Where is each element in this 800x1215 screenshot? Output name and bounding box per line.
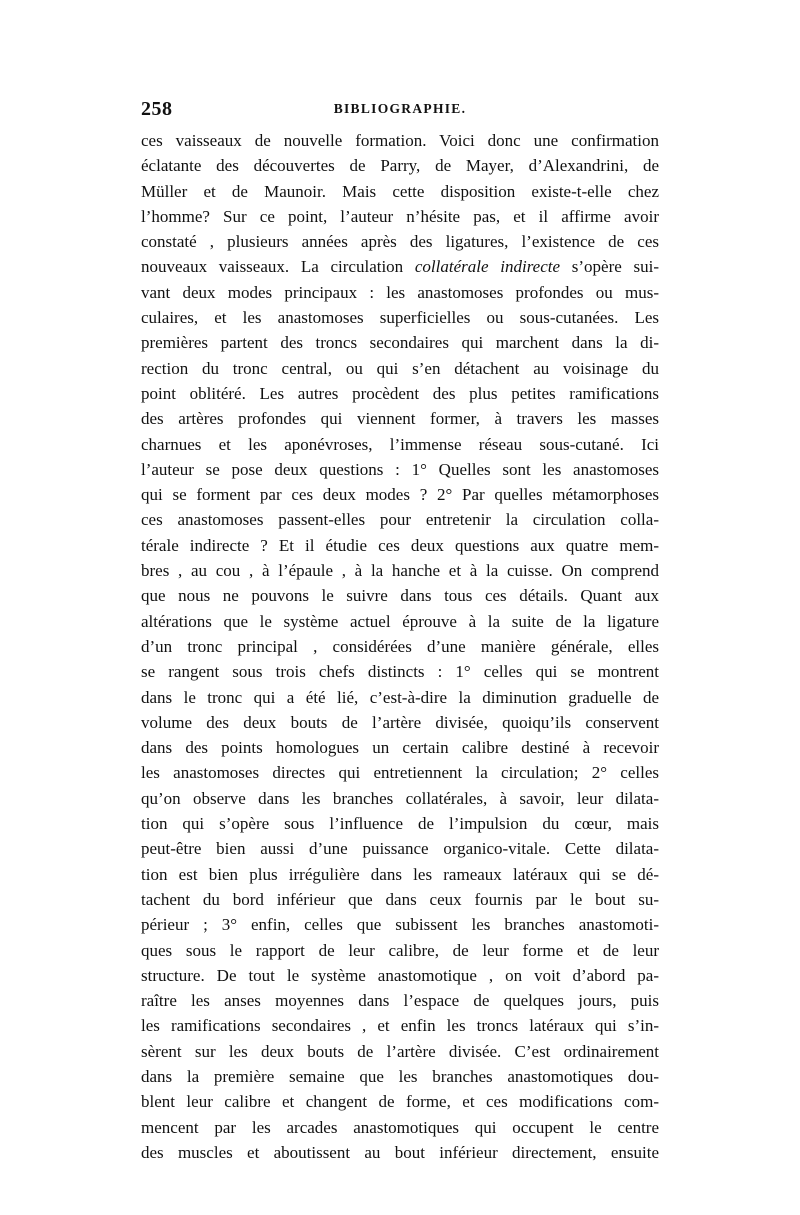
- text-line: térale indirecte ? Et il étudie ces deux questions aux quatre mem-: [141, 535, 659, 555]
- text-line: dans la première semaine que les branches anastomotiques dou-: [141, 1066, 659, 1086]
- text-line: culaires, et les anastomoses superficielles ou sous-cutanées. Les: [141, 308, 659, 328]
- text-line: que nous ne pouvons le suivre dans tous ces détails. Quant aux: [141, 586, 659, 606]
- text-line: raître les anses moyennes dans l’espace de quelques jours, puis: [141, 991, 659, 1011]
- text-line: éclatante des découvertes de Parry, de Mayer, d’Alexandrini, de: [141, 156, 659, 176]
- text-line: dans des points homologues un certain calibre destiné à recevoir: [141, 738, 659, 758]
- text-line: altérations que le système actuel éprouve à la suite de la ligature: [141, 611, 659, 631]
- text-line: charnues et les aponévroses, l’immense réseau sous-cutané. Ici: [141, 434, 659, 454]
- text-line: constaté , plusieurs années après des ligatures, l’existence de ces: [141, 232, 659, 252]
- text-line: d’un tronc principal , considérées d’une manière générale, elles: [141, 636, 659, 656]
- text-line: ques sous le rapport de leur calibre, de leur forme et de leur: [141, 940, 659, 960]
- text-line: blent leur calibre et changent de forme, et ces modifications com-: [141, 1092, 659, 1112]
- text-line: qu’on observe dans les branches collatérales, à savoir, leur dilata-: [141, 788, 659, 808]
- text-line: tion est bien plus irrégulière dans les rameaux latéraux qui se dé-: [141, 864, 659, 884]
- text-line: mencent par les arcades anastomotiques qui occupent le centre: [141, 1117, 659, 1137]
- text-line: nouveaux vaisseaux. La circulation collatérale indirecte s’opère sui-: [141, 257, 659, 277]
- text-line: tachent du bord inférieur que dans ceux fournis par le bout su-: [141, 889, 659, 909]
- text-line: les ramifications secondaires , et enfin les troncs latéraux qui s’in-: [141, 1016, 659, 1036]
- text-line: périeur ; 3° enfin, celles que subissent les branches anastomoti-: [141, 915, 659, 935]
- text-line: bres , au cou , à l’épaule , à la hanche et à la cuisse. On comprend: [141, 561, 659, 581]
- text-line: rection du tronc central, ou qui s’en détachent au voisinage du: [141, 358, 659, 378]
- text-line: sèrent sur les deux bouts de l’artère divisée. C’est ordinairement: [141, 1041, 659, 1061]
- page-header: [141, 98, 659, 128]
- text-line: l’auteur se pose deux questions : 1° Quelles sont les anastomoses: [141, 459, 659, 479]
- text-line: peut-être bien aussi d’une puissance organico-vitale. Cette dilata-: [141, 839, 659, 859]
- text-line: Müller et de Maunoir. Mais cette disposition existe-t-elle chez: [141, 181, 659, 201]
- text-line: volume des deux bouts de l’artère divisée, quoiqu’ils conservent: [141, 712, 659, 732]
- text-line: l’homme? Sur ce point, l’auteur n’hésite pas, et il affirme avoir: [141, 206, 659, 226]
- text-line: dans le tronc qui a été lié, c’est-à-dire la diminution graduelle de: [141, 687, 659, 707]
- text-line: les anastomoses directes qui entretiennent la circulation; 2° celles: [141, 763, 659, 783]
- text-line: ces vaisseaux de nouvelle formation. Voici donc une confirmation: [141, 131, 659, 150]
- text-line: des artères profondes qui viennent former, à travers les masses: [141, 409, 659, 429]
- text-line: premières partent des troncs secondaires qui marchent dans la di-: [141, 333, 659, 353]
- text-line: point oblitéré. Les autres procèdent des plus petites ramifications: [141, 383, 659, 403]
- text-line: structure. De tout le système anastomotique , on voit d’abord pa-: [141, 965, 659, 985]
- text-line: se rangent sous trois chefs distincts : 1° celles qui se montrent: [141, 662, 659, 682]
- text-line: qui se forment par ces deux modes ? 2° Par quelles métamorphoses: [141, 485, 659, 505]
- body-text: [141, 128, 659, 1165]
- text-line: des muscles et aboutissent au bout inférieur directement, ensuite: [141, 1142, 659, 1162]
- page-number: 258: [141, 98, 173, 120]
- book-page: [141, 98, 659, 1165]
- text-line: vant deux modes principaux : les anastomoses profondes ou mus-: [141, 282, 659, 302]
- text-line: ces anastomoses passent-elles pour entretenir la circulation colla-: [141, 510, 659, 530]
- running-head: BIBLIOGRAPHIE.: [333, 101, 467, 116]
- text-line: tion qui s’opère sous l’influence de l’impulsion du cœur, mais: [141, 814, 659, 834]
